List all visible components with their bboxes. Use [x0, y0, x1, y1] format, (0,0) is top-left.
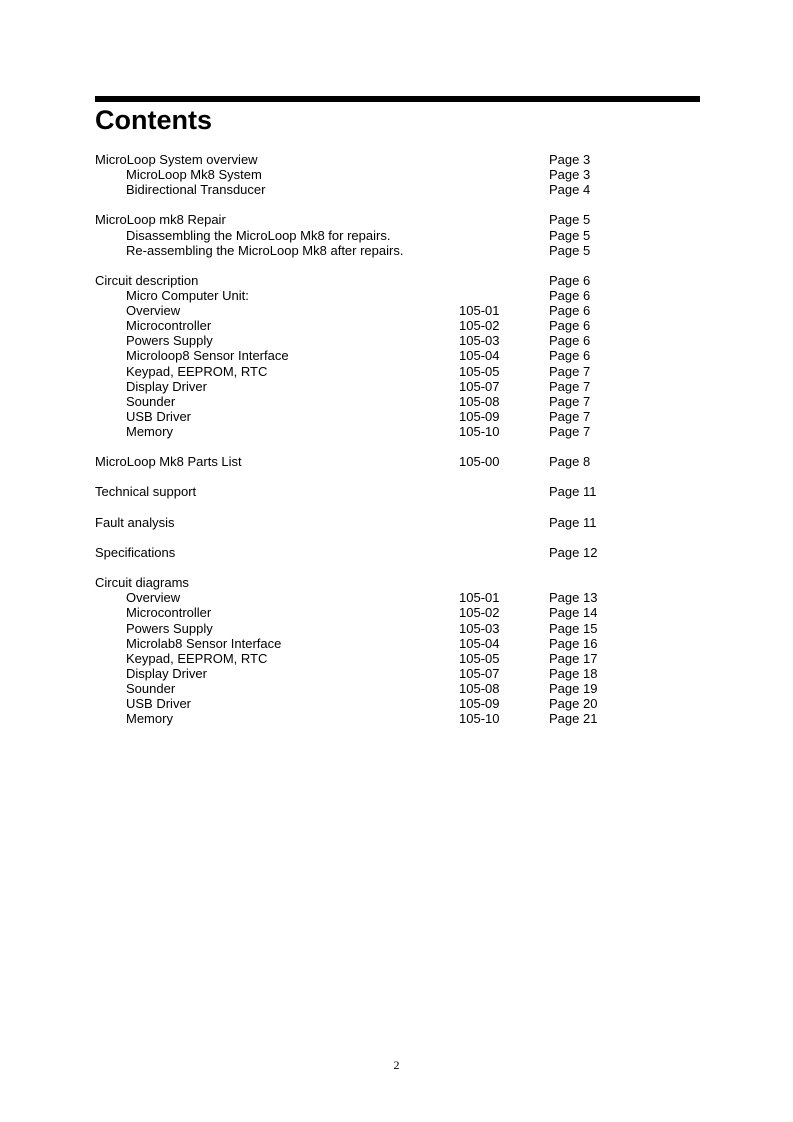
toc-entry-code: 105-03: [459, 620, 500, 636]
toc-entry-code: 105-01: [459, 590, 500, 606]
toc-subentry: [95, 303, 655, 318]
toc-subentry: [95, 364, 655, 379]
toc-entry-page: Page 20: [549, 696, 598, 712]
toc-entry-label: Powers Supply: [126, 333, 213, 349]
toc-entry: [95, 152, 655, 167]
toc-entry-code: 105-10: [459, 711, 500, 727]
toc-subentry: [95, 590, 655, 605]
toc-entry-label: Overview: [126, 590, 181, 606]
heading-rule: [95, 96, 700, 102]
page-title: Contents: [95, 105, 212, 135]
toc-entry-page: Page 4: [549, 182, 591, 198]
toc-subentry: [95, 681, 655, 696]
toc-entry-label: Microloop8 Sensor Interface: [126, 348, 289, 364]
toc-subentry: [95, 167, 655, 182]
toc-entry-code: 105-05: [459, 363, 500, 379]
toc-section: [95, 152, 655, 197]
toc-entry-label: Micro Computer Unit:: [126, 288, 249, 304]
toc-entry-page: Page 6: [549, 303, 591, 319]
toc-entry-page: Page 21: [549, 711, 598, 727]
toc-entry-page: Page 5: [549, 242, 591, 258]
toc-entry-code: 105-10: [459, 423, 500, 439]
toc-entry-page: Page 6: [549, 348, 591, 364]
toc-entry-page: Page 6: [549, 288, 591, 304]
toc-subentry: [95, 333, 655, 348]
toc-entry-page: Page 7: [549, 408, 591, 424]
toc-entry-code: 105-07: [459, 378, 500, 394]
toc-subentry: [95, 228, 655, 243]
toc-section: [95, 454, 655, 469]
toc-entry-page: Page 11: [549, 484, 597, 500]
toc-entry-label: MicroLoop mk8 Repair: [95, 212, 226, 228]
toc-entry-label: Display Driver: [126, 378, 207, 394]
toc-entry-label: Sounder: [126, 680, 176, 696]
toc-entry-label: Circuit diagrams: [95, 575, 189, 591]
toc-entry-page: Page 5: [549, 227, 591, 243]
toc-entry-label: MicroLoop System overview: [95, 152, 258, 167]
toc-entry-label: MicroLoop Mk8 System: [126, 167, 262, 183]
toc-entry-label: Microcontroller: [126, 605, 212, 621]
toc-entry: [95, 575, 655, 590]
toc-entry-label: Sounder: [126, 393, 176, 409]
toc-entry-label: Technical support: [95, 484, 197, 500]
toc-entry-code: 105-01: [459, 303, 500, 319]
toc-subentry: [95, 605, 655, 620]
toc-entry-code: 105-09: [459, 696, 500, 712]
toc-subentry: [95, 651, 655, 666]
toc-entry-page: Page 7: [549, 378, 591, 394]
toc-entry-page: Page 7: [549, 423, 591, 439]
toc-entry-code: 105-04: [459, 635, 500, 651]
toc-entry-page: Page 5: [549, 212, 591, 228]
toc-entry-label: Keypad, EEPROM, RTC: [126, 650, 268, 666]
toc-entry-label: Display Driver: [126, 665, 207, 681]
table-of-contents: [95, 152, 655, 741]
toc-entry-label: Fault analysis: [95, 514, 175, 530]
toc-entry-label: Re-assembling the MicroLoop Mk8 after repairs.: [126, 242, 404, 258]
toc-entry-page: Page 13: [549, 590, 598, 606]
toc-section: [95, 273, 655, 439]
toc-subentry: [95, 318, 655, 333]
toc-entry-page: Page 18: [549, 665, 598, 681]
toc-entry-label: Specifications: [95, 545, 176, 560]
toc-entry-label: USB Driver: [126, 408, 192, 424]
toc-entry: [95, 212, 655, 227]
toc-entry-code: 105-02: [459, 605, 500, 621]
toc-entry-label: Microlab8 Sensor Interface: [126, 635, 282, 651]
toc-entry-code: 105-09: [459, 408, 500, 424]
toc-entry-page: Page 7: [549, 393, 591, 409]
toc-entry-code: 105-08: [459, 680, 500, 696]
toc-entry-label: Overview: [126, 303, 181, 319]
toc-entry-label: Memory: [126, 423, 173, 439]
toc-entry: [95, 273, 655, 288]
toc-entry-code: 105-04: [459, 348, 500, 364]
toc-entry-code: 105-00: [459, 454, 500, 470]
toc-subentry: [95, 666, 655, 681]
toc-entry-code: 105-07: [459, 665, 500, 681]
toc-section: [95, 484, 655, 499]
toc-entry-code: 105-03: [459, 333, 500, 349]
toc-subentry: [95, 288, 655, 303]
toc-subentry: [95, 182, 655, 197]
toc-entry: [95, 515, 655, 530]
toc-entry-page: Page 7: [549, 363, 591, 379]
toc-subentry: [95, 621, 655, 636]
toc-entry-page: Page 19: [549, 680, 598, 696]
toc-subentry: [95, 348, 655, 363]
toc-section: [95, 515, 655, 530]
page-number: 2: [393, 1058, 400, 1072]
toc-entry-page: Page 12: [549, 545, 598, 560]
toc-subentry: [95, 696, 655, 711]
toc-entry-page: Page 8: [549, 454, 591, 470]
toc-entry-code: 105-02: [459, 318, 500, 334]
toc-entry-page: Page 11: [549, 514, 597, 530]
toc-entry-page: Page 3: [549, 152, 591, 167]
toc-entry: [95, 545, 655, 560]
toc-section: [95, 545, 655, 560]
toc-subentry: [95, 711, 655, 726]
toc-entry-label: Circuit description: [95, 272, 199, 288]
toc-entry: [95, 484, 655, 499]
toc-entry-label: Disassembling the MicroLoop Mk8 for repairs.: [126, 227, 391, 243]
toc-entry-page: Page 6: [549, 318, 591, 334]
toc-subentry: [95, 379, 655, 394]
toc-entry-page: Page 6: [549, 333, 591, 349]
toc-section: [95, 212, 655, 257]
toc-entry-label: MicroLoop Mk8 Parts List: [95, 454, 242, 470]
toc-subentry: [95, 636, 655, 651]
toc-entry-code: 105-08: [459, 393, 500, 409]
toc-entry: [95, 454, 655, 469]
toc-entry-label: Bidirectional Transducer: [126, 182, 266, 198]
toc-entry-page: Page 17: [549, 650, 598, 666]
toc-entry-label: USB Driver: [126, 696, 192, 712]
toc-subentry: [95, 409, 655, 424]
toc-entry-label: Powers Supply: [126, 620, 213, 636]
toc-subentry: [95, 394, 655, 409]
toc-entry-page: Page 3: [549, 167, 591, 183]
toc-entry-page: Page 6: [549, 272, 591, 288]
toc-entry-label: Microcontroller: [126, 318, 212, 334]
toc-section: [95, 575, 655, 726]
toc-entry-page: Page 14: [549, 605, 598, 621]
toc-entry-page: Page 15: [549, 620, 598, 636]
toc-entry-page: Page 16: [549, 635, 598, 651]
toc-subentry: [95, 243, 655, 258]
toc-entry-label: Keypad, EEPROM, RTC: [126, 363, 268, 379]
toc-entry-label: Memory: [126, 711, 173, 727]
toc-subentry: [95, 424, 655, 439]
toc-entry-code: 105-05: [459, 650, 500, 666]
